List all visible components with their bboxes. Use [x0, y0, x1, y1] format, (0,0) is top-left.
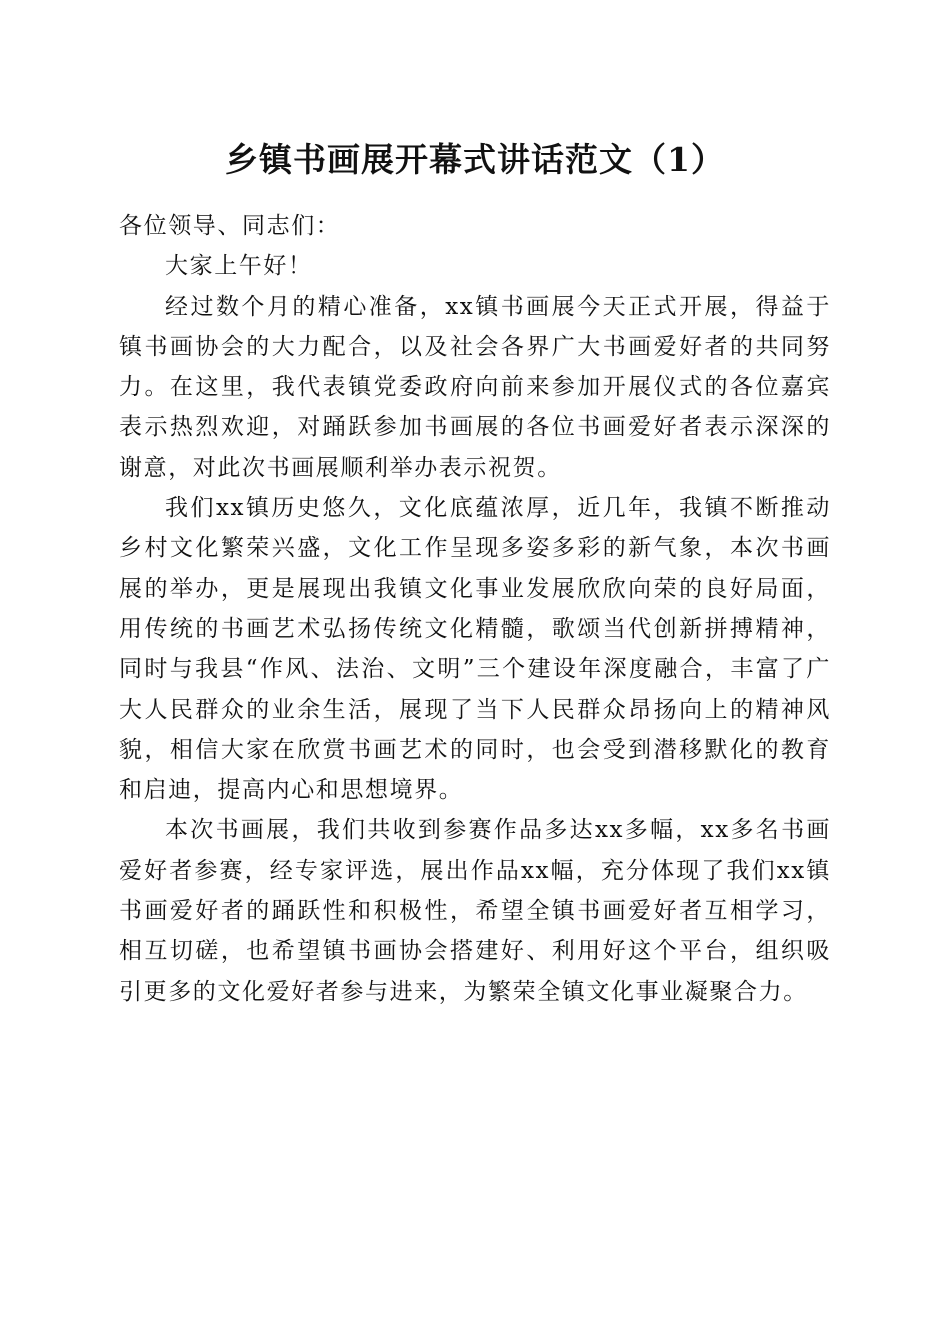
paragraph-1: 经过数个月的精心准备，xx镇书画展今天正式开展，得益于镇书画协会的大力配合，以及社会各界广大书画爱好者的共同努力。在这里，我代表镇党委政府向前来参加开展仪式的各位嘉宾表示热烈欢迎，对踊跃参加书画展的各位书画爱好者表示深深的谢意，对此次书画展顺利举办表示祝贺。: [119, 293, 831, 481]
salutation: 各位领导、同志们：: [119, 213, 341, 239]
paragraph-3: 本次书画展，我们共收到参赛作品多达xx多幅，xx多名书画爱好者参赛，经专家评选，展出作品xx幅，充分体现了我们xx镇书画爱好者的踊跃性和积极性，希望全镇书画爱好者互相学习，相互切磋，也希望镇书画协会搭建好、利用好这个平台，组织吸引更多的文化爱好者参与进来，为繁荣全镇文化事业凝聚合力。: [119, 817, 831, 1005]
greeting: 大家上午好！: [165, 253, 313, 280]
document-title: 乡镇书画展开幕式讲话范文（1）: [225, 140, 725, 179]
document-body: [119, 206, 831, 1012]
paragraph-2: 我们xx镇历史悠久，文化底蕴浓厚，近几年，我镇不断推动乡村文化繁荣兴盛，文化工作呈现多姿多彩的新气象，本次书画展的举办，更是展现出我镇文化事业发展欣欣向荣的良好局面，用传统的书画艺术弘扬传统文化精髓，歌颂当代创新拼搏精神，同时与我县“作风、法治、文明”三个建设年深度融合，丰富了广大人民群众的业余生活，展现了当下人民群众昂扬向上的精神风貌，相信大家在欣赏书画艺术的同时，也会受到潜移默化的教育和启迪，提高内心和思想境界。: [119, 495, 831, 804]
